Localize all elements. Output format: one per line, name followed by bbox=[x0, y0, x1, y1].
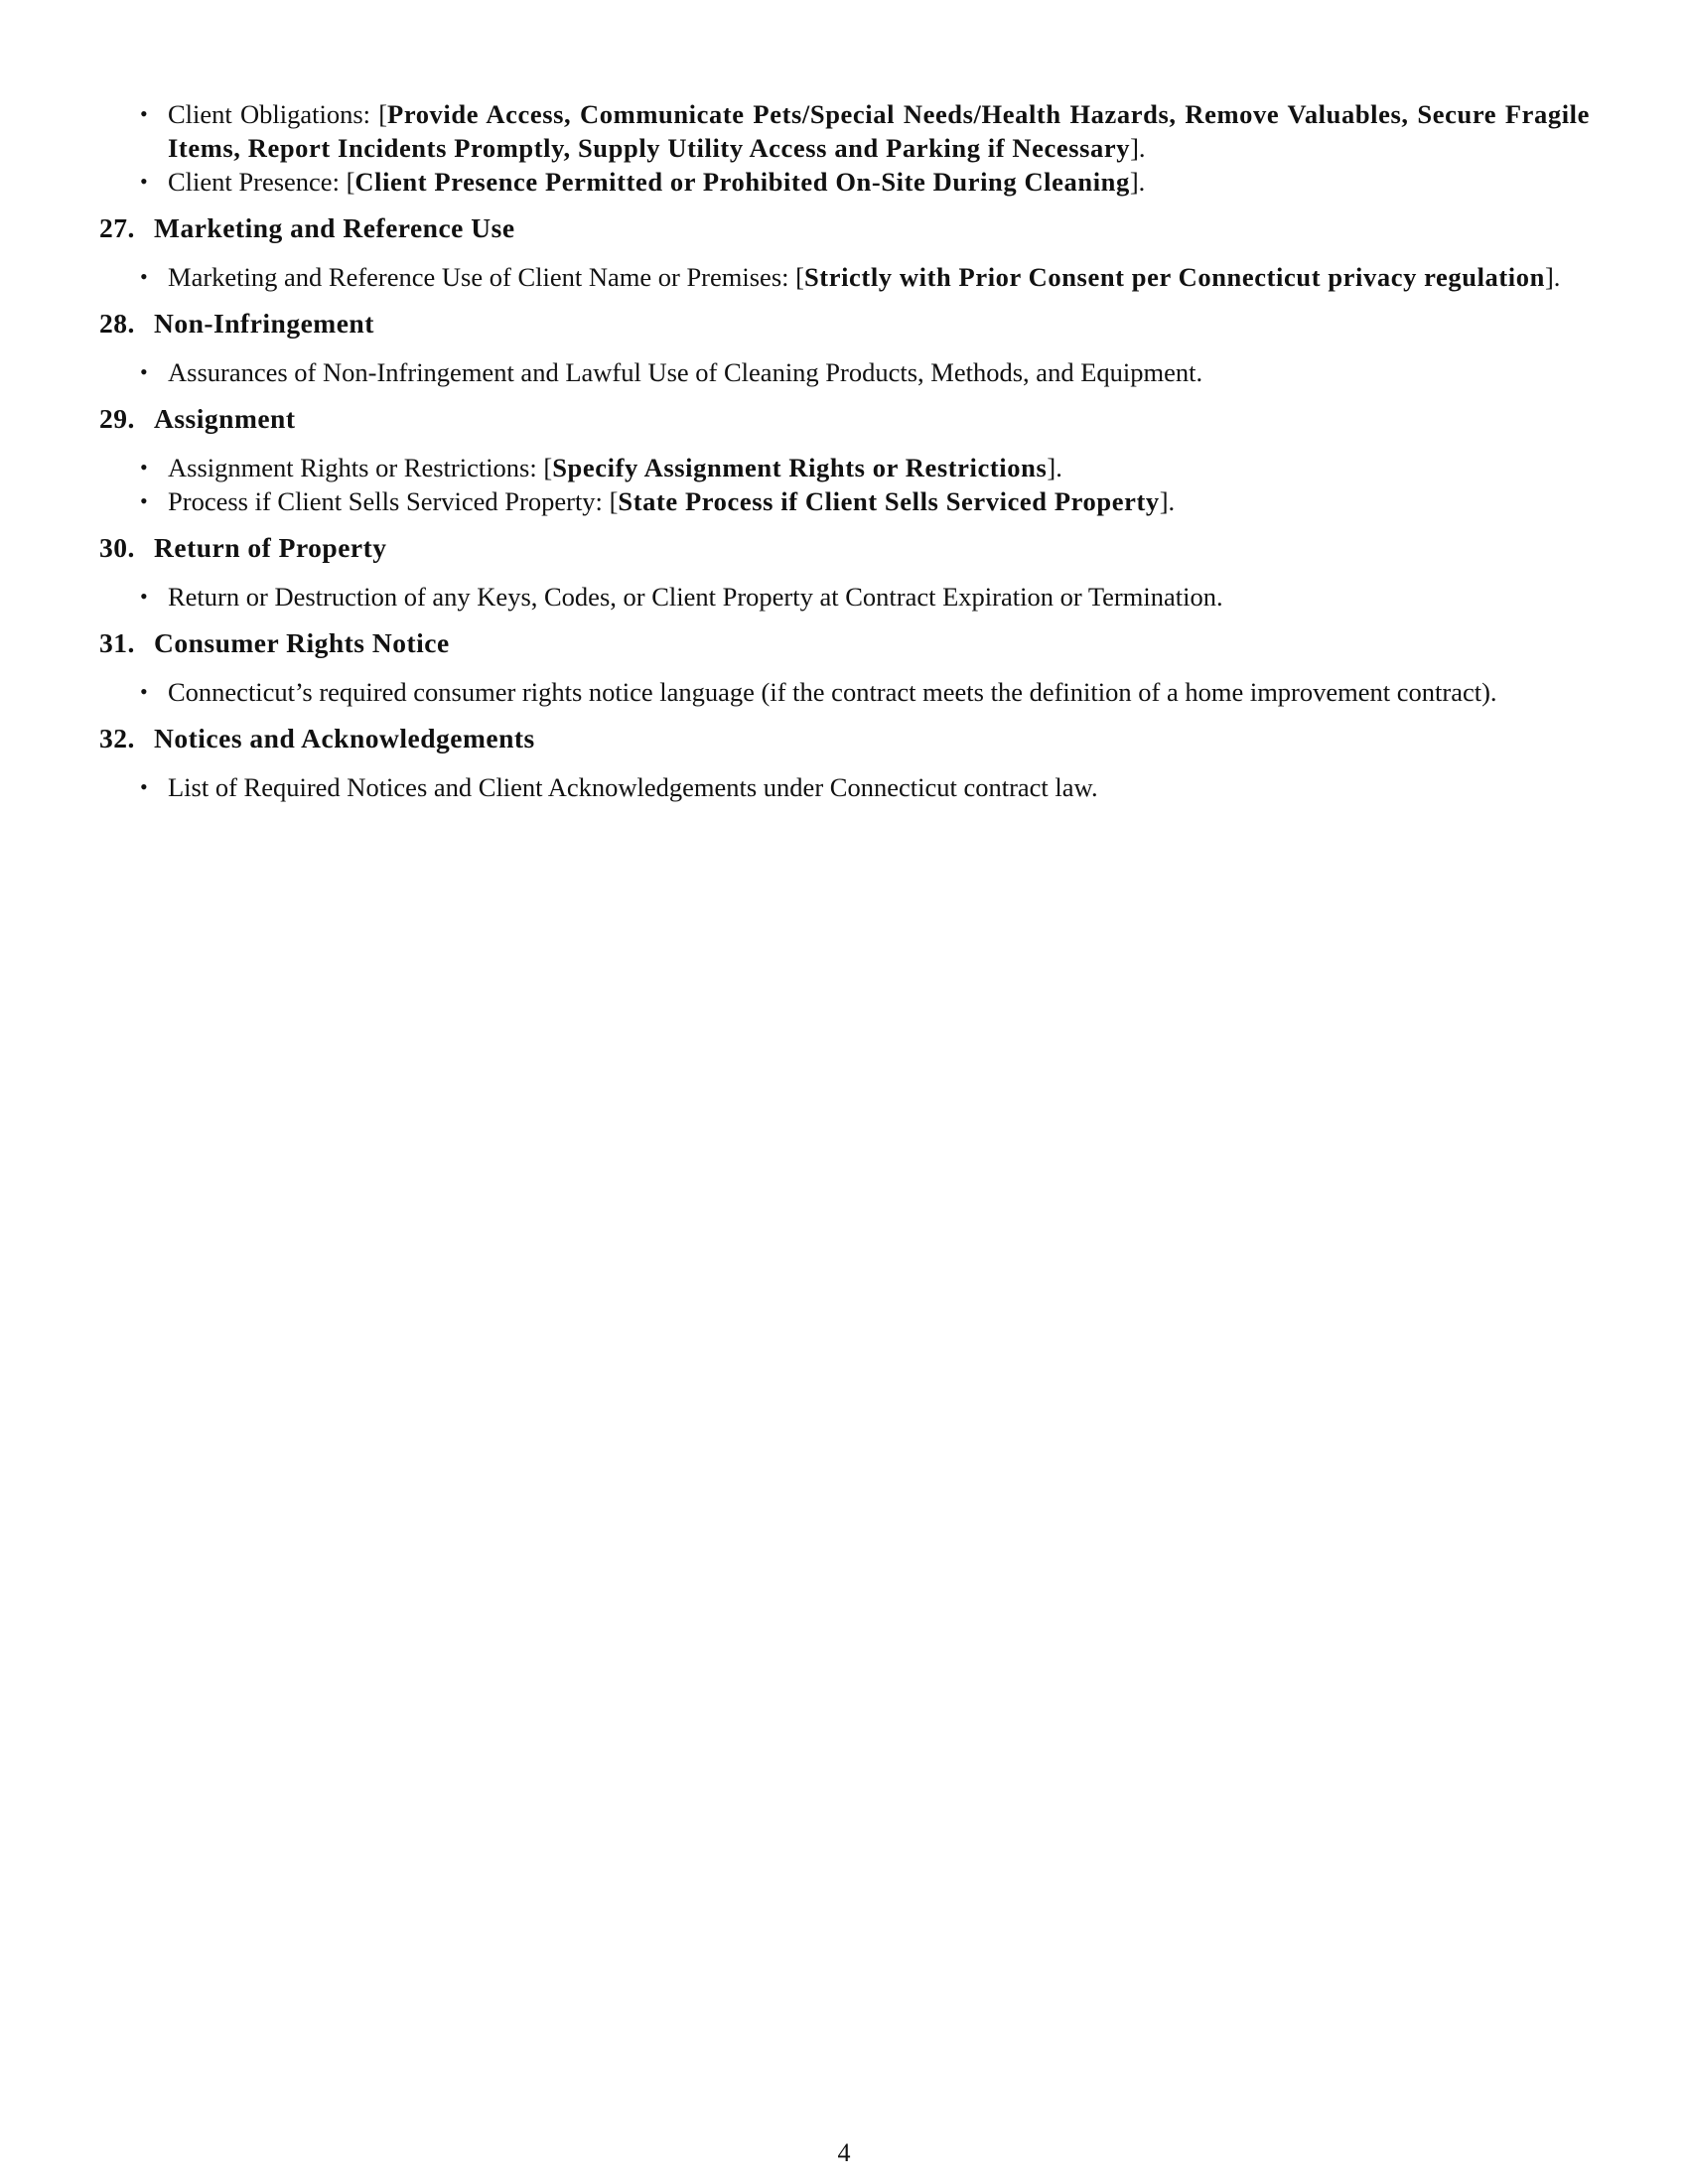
section-32 bbox=[99, 722, 1590, 804]
list-item-non-infringement bbox=[99, 355, 1590, 389]
item-value: Strictly with Prior Consent per Connecticut privacy regulation bbox=[803, 262, 1545, 292]
list-item-return-property bbox=[99, 580, 1590, 614]
item-text: List of Required Notices and Client Acknowledgements under Connecticut contract law. bbox=[168, 772, 1098, 802]
section-heading bbox=[99, 722, 1590, 755]
continued-list bbox=[99, 97, 1590, 199]
item-value: State Process if Client Sells Serviced Property bbox=[618, 486, 1160, 516]
list-item-marketing-use: • Marketing and Reference Use of Client Name or Premises: [Strictly with Prior Consent per Connecticut privacy regulation]. bbox=[140, 262, 1561, 292]
section-number: 31. bbox=[99, 627, 135, 658]
section-title: Assignment bbox=[154, 403, 296, 434]
item-value: Provide Access, Communicate Pets/Special Needs/Health Hazards, Remove Valuables, Secure Fragile Items, Report Incidents Promptly, Supply Utility Access and Parking if Necessary bbox=[168, 99, 1590, 163]
item-label: Client Presence: bbox=[168, 167, 340, 197]
bullet-icon: • bbox=[140, 264, 148, 289]
bullet-icon: • bbox=[140, 679, 148, 704]
document-page bbox=[99, 97, 1590, 804]
section-list bbox=[99, 355, 1590, 389]
section-number: 28. bbox=[99, 308, 135, 339]
list-item-assignment-rights: • Assignment Rights or Restrictions: [Specify Assignment Rights or Restrictions]. bbox=[140, 453, 1062, 482]
section-title: Notices and Acknowledgements bbox=[154, 723, 535, 753]
item-text: Assurances of Non-Infringement and Lawful Use of Cleaning Products, Methods, and Equipment. bbox=[168, 357, 1203, 387]
section-title: Consumer Rights Notice bbox=[154, 627, 450, 658]
item-label: Assignment Rights or Restrictions: bbox=[168, 453, 537, 482]
section-heading bbox=[99, 531, 1590, 565]
section-28 bbox=[99, 307, 1590, 389]
item-value: Client Presence Permitted or Prohibited On-Site During Cleaning bbox=[354, 167, 1130, 197]
section-number: 29. bbox=[99, 403, 135, 434]
page-number: 4 bbox=[837, 2138, 851, 2167]
list-item-required-notices bbox=[99, 770, 1590, 804]
bullet-icon: • bbox=[140, 584, 148, 609]
section-list bbox=[99, 580, 1590, 614]
bullet-icon: • bbox=[140, 359, 148, 384]
section-heading bbox=[99, 211, 1590, 245]
section-number: 27. bbox=[99, 212, 135, 243]
bullet-icon: • bbox=[140, 169, 148, 194]
section-29 bbox=[99, 402, 1590, 518]
item-text: Return or Destruction of any Keys, Codes, or Client Property at Contract Expiration or Termination. bbox=[168, 582, 1223, 612]
bullet-icon: • bbox=[140, 774, 148, 799]
item-text: Connecticut’s required consumer rights notice language (if the contract meets the definition of a home improvement contract). bbox=[168, 677, 1497, 707]
section-list bbox=[99, 451, 1590, 518]
list-item-client-obligations: • Client Obligations: [Provide Access, Communicate Pets/Special Needs/Health Hazards, Remove Valuables, Secure Fragile Items, Report Incidents Promptly, Supply Utility Access and Parking if Necessary]. bbox=[140, 99, 1590, 163]
section-list bbox=[99, 675, 1590, 709]
bullet-icon: • bbox=[140, 101, 148, 126]
list-item-client-presence: • Client Presence: [Client Presence Permitted or Prohibited On-Site During Cleaning]. bbox=[140, 167, 1146, 197]
item-label: Marketing and Reference Use of Client Name or Premises: bbox=[168, 262, 789, 292]
section-title: Marketing and Reference Use bbox=[154, 212, 515, 243]
section-list bbox=[99, 770, 1590, 804]
bullet-icon: • bbox=[140, 455, 148, 479]
list-item-consumer-rights bbox=[99, 675, 1590, 709]
item-label: Process if Client Sells Serviced Property: bbox=[168, 486, 603, 516]
section-30 bbox=[99, 531, 1590, 614]
section-heading bbox=[99, 626, 1590, 660]
section-27 bbox=[99, 211, 1590, 294]
item-value: Specify Assignment Rights or Restrictions bbox=[552, 453, 1048, 482]
section-list bbox=[99, 260, 1590, 294]
item-label: Client Obligations: bbox=[168, 99, 370, 129]
section-title: Non-Infringement bbox=[154, 308, 374, 339]
bullet-icon: • bbox=[140, 488, 148, 513]
section-number: 32. bbox=[99, 723, 135, 753]
list-item-property-sale: • Process if Client Sells Serviced Property: [State Process if Client Sells Serviced Property]. bbox=[140, 486, 1176, 516]
section-heading bbox=[99, 307, 1590, 341]
section-heading bbox=[99, 402, 1590, 436]
section-31 bbox=[99, 626, 1590, 709]
section-title: Return of Property bbox=[154, 532, 387, 563]
section-number: 30. bbox=[99, 532, 135, 563]
